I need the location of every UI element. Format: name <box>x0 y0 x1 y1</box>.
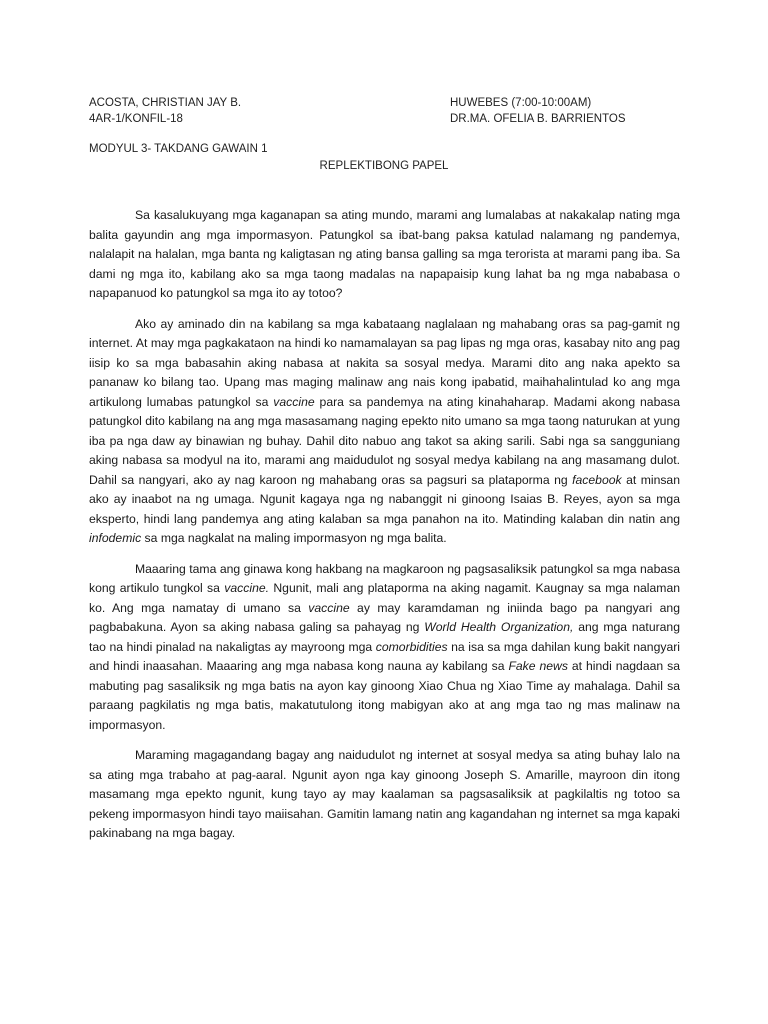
student-name: ACOSTA, CHRISTIAN JAY B. <box>89 97 242 109</box>
paragraph-1-text: Sa kasalukuyang mga kaganapan sa ating mundo, marami ang lumalabas at nakakalap nating mga balita gayundin ang mga impormasyon. Patungkol sa ibat-bang paksa katulad nalamang ng pandemya, nalalapit na halalan, mga banta ng kaligtasan ng ating bansa galling sa mga terorista at marami pang iba. Sa dami ng mga ito, kabilang ako sa mga taong madalas na napapaisip kung lahat ba ng mga nababasa o napapanuod ko patungkol sa mga ito ay totoo? <box>89 208 680 300</box>
student-info <box>89 95 241 127</box>
italic-term: infodemic <box>89 531 142 545</box>
paragraph-2-text: Ako ay aminado din na kabilang sa mga kabataang naglalaan ng mahabang oras sa pag-gamit ng internet. At may mga pagkakataon na hindi ko namamalayan sa pag lipas ng mga oras, kasabay nito ang pag iisip ko sa mga babasahin aking nabasa at nakita sa sosyal medya. Marami dito ang naka apekto sa pananaw ko bilang tao. Upang mas maging malinaw ang nais kong ipabatid, maihahalintulad ko ang mga artikulong lumabas patungkol sa <box>89 316 680 409</box>
italic-term: vaccine <box>308 600 350 615</box>
paragraph-3-text: Ngunit, mali ang plataporma na aking nagamit. Kaugnay sa mga nalaman ko. Ang mga namatay di umano sa <box>89 581 680 615</box>
student-section: 4AR-1/KONFIL-18 <box>89 113 183 125</box>
paragraph-3-text: ang mga naturang tao na hindi pinalad na nakaligtas ay mayroong mga <box>89 620 680 654</box>
paragraph-4 <box>89 746 680 844</box>
paragraph-2-text: at minsan ako ay inaabot na ng umaga. Ngunit kagaya nga ng nabanggit ni ginoong Isaias B. Reyes, ayon sa mga eksperto, hindi lang pandemya ang ating kalaban sa mga panahon na ito. Matinding kalaban din natin ang <box>89 472 680 526</box>
paragraph-2-text: para sa pandemya na ating kinahaharap. Madami akong nabasa patungkol dito kabilang na ang mga masasamang naging epekto nito umano sa mga taong naturukan at yung iba pa nga daw ay binawian ng buhay. Dahil dito nabuo ang takot sa aking sarili. Sabi nga sa sangguniang aking nabasa sa modyul na ito, marami ang maidudulot ng sosyal medya kabilang na ang masamang dulot. Dahil sa nangyari, ako ay nag karoon ng mahabang oras sa pagsuri sa plataporma ng <box>89 394 680 487</box>
paragraph-3-text: ay may karamdaman ng iniinda bago pa nangyari ang pagbabakuna. Ayon sa aking nabasa galing sa pahayag ng <box>89 600 680 634</box>
italic-term: Fake news <box>508 659 568 673</box>
class-schedule: HUWEBES (7:00-10:00AM) <box>450 97 592 109</box>
italic-term: vaccine <box>273 394 315 409</box>
document-title: REPLEKTIBONG PAPEL <box>319 160 449 172</box>
paragraph-2-text: sa mga nagkalat na maling impormasyon ng mga balita. <box>141 531 447 545</box>
paragraph-3 <box>89 560 680 736</box>
instructor-name: DR.MA. OFELIA B. BARRIENTOS <box>450 113 626 125</box>
paragraph-4-text: Maraming magagandang bagay ang naidudulot ng internet at sosyal medya sa ating buhay lalo na sa ating mga trabaho at pag-aaral. Ngunit ayon nga kay ginoong Joseph S. Amarille, mayroon din itong masamang mga epekto ngunit, kung tayo ay may kaalaman sa pagsasaliksik at pagkilaltis ng totoo sa pekeng impormasyon hindi tayo maiisahan. Gamitin lamang natin ang kagandahan ng internet sa mga kapaki pakinabang na mga bagay. <box>89 748 680 840</box>
paragraph-1 <box>89 206 680 304</box>
class-info <box>450 95 626 127</box>
module-label: MODYUL 3- TAKDANG GAWAIN 1 <box>89 143 268 155</box>
italic-term: facebook <box>572 472 622 487</box>
italic-term: vaccine. <box>224 581 270 595</box>
paragraph-3-text: at hindi nagdaan sa mabuting pag sasaliksik ng mga batis na ayon kay ginoong Xiao Chua ng Xiao Time ay mahalaga. Dahil sa paraang pagkilatis ng mga batis, makatutulong itong mabigyan ako at ang mga tao ng mas malinaw na impormasyon. <box>89 659 680 732</box>
paragraph-3-text: Maaaring tama ang ginawa kong hakbang na magkaroon ng pagsasaliksik patungkol sa mga nabasa kong artikulo tungkol sa <box>89 561 680 595</box>
paragraph-3-text: na isa sa mga dahilan kung bakit nangyari and hindi inaasahan. Maaaring ang mga nabasa kong nauna ay kabilang sa <box>89 639 680 673</box>
italic-term: World Health Organization, <box>424 620 574 634</box>
document-body <box>89 206 680 855</box>
paragraph-2 <box>89 315 680 549</box>
italic-term: comorbidities <box>375 639 448 654</box>
